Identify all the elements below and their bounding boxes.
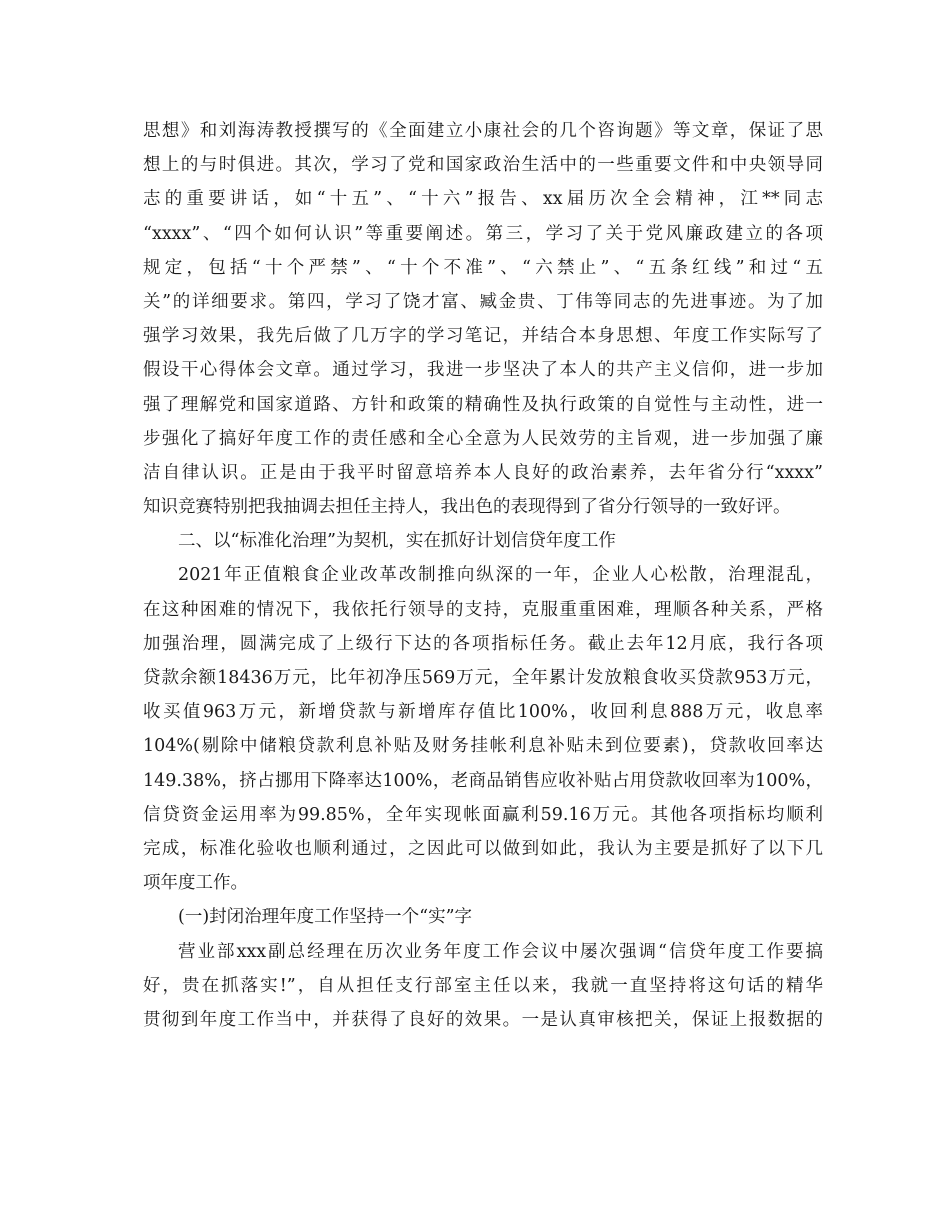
text-line: 加强治理，圆满完成了上级行下达的各项指标任务。截止去年12月底，我行各项 [143, 633, 823, 654]
text-line: 志的重要讲话，如“十五”、“十六”报告、xx届历次全会精神，江**同志 [143, 189, 823, 210]
text-line: 知识竞赛特别把我抽调去担任主持人，我出色的表现得到了省分行领导的一致好评。 [143, 497, 791, 518]
text-line: 想上的与时俱进。其次，学习了党和国家政治生活中的一些重要文件和中央领导同 [143, 155, 823, 176]
text-line: 步强化了搞好年度工作的责任感和全心全意为人民效劳的主旨观，进一步加强了廉 [143, 428, 823, 449]
body-text [143, 114, 823, 1037]
text-line: 104%(剔除中储粮贷款利息补贴及财务挂帐利息补贴未到位要素)，贷款收回率达 [143, 736, 823, 757]
text-line: 贷款余额18436万元，比年初净压569万元，全年累计发放粮食收买贷款953万元， [143, 668, 823, 688]
text-line: 强学习效果，我先后做了几万字的学习笔记，并结合本身思想、年度工作实际写了 [143, 326, 823, 347]
text-line: 思想》和刘海涛教授撰写的《全面建立小康社会的几个咨询题》等文章，保证了思 [143, 121, 823, 141]
text-line: 贯彻到年度工作当中，并获得了良好的效果。一是认真审核把关，保证上报数据的 [143, 1009, 823, 1030]
text-line: 规定，包括“十个严禁”、“十个不准”、“六禁止”、“五条红线”和过“五 [143, 257, 823, 278]
text-line: 项年度工作。 [143, 873, 248, 894]
text-line: “xxxx”、“四个如何认识”等重要阐述。第三，学习了关于党风廉政建立的各项 [143, 223, 823, 244]
text-line: 收买值963万元，新增贷款与新增库存值比100%，收回利息888万元，收息率 [143, 702, 823, 723]
text-line: 完成，标准化验收也顺利通过，之因此可以做到如此，我认为主要是抓好了以下几 [143, 838, 823, 859]
text-line: 营业部xxx副总经理在历次业务年度工作会议中屡次强调“信贷年度工作要搞 [178, 941, 823, 962]
text-line: 149.38%，挤占挪用下降率达100%，老商品销售应收补贴占用贷款收回率为100%， [143, 770, 823, 791]
section-heading: 二、以“标准化治理”为契机，实在抓好计划信贷年度工作 [178, 531, 616, 552]
text-line: 信贷资金运用率为99.85%，全年实现帐面赢利59.16万元。其他各项指标均顺利 [143, 804, 823, 825]
text-line: 好，贵在抓落实!”，自从担任支行部室主任以来，我就一直坚持将这句话的精华 [143, 975, 823, 996]
text-line: 假设干心得体会文章。通过学习，我进一步坚决了本人的共产主义信仰，进一步加 [143, 360, 823, 381]
text-line: 2021年正值粮食企业改革改制推向纵深的一年，企业人心松散，治理混乱， [178, 565, 823, 586]
text-line: 关”的详细要求。第四，学习了饶才富、臧金贵、丁伟等同志的先进事迹。为了加 [143, 291, 823, 312]
subsection-heading: (一)封闭治理年度工作坚持一个“实”字 [178, 907, 473, 928]
text-line: 洁自律认识。正是由于我平时留意培养本人良好的政治素养，去年省分行“xxxx” [143, 462, 823, 483]
text-line: 在这种困难的情况下，我依托行领导的支持，克服重重困难，理顺各种关系，严格 [143, 599, 823, 620]
text-line: 强了理解党和国家道路、方针和政策的精确性及执行政策的自觉性与主动性，进一 [143, 394, 823, 415]
